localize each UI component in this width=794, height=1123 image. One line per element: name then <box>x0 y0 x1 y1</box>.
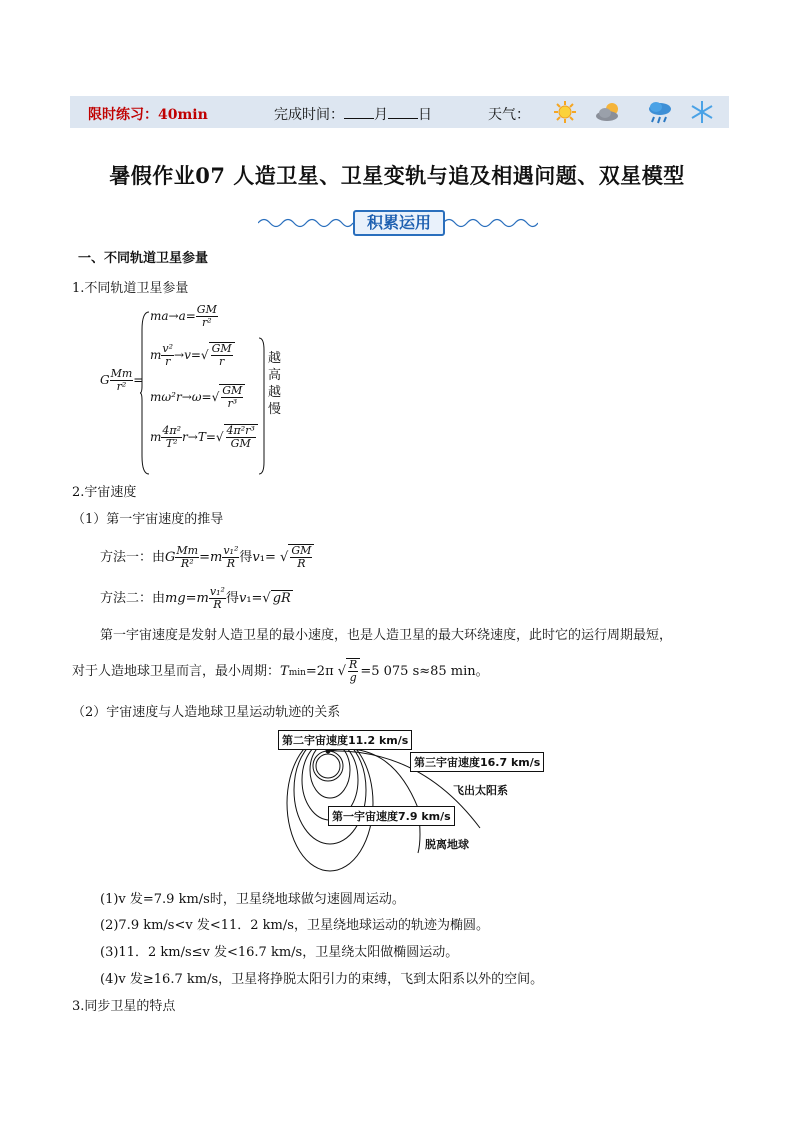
side-note: 越 高 越 慢 <box>268 351 282 417</box>
list-item: (1)v 发=7.9 km/s时，卫星绕地球做匀速圆周运动。 <box>100 892 405 907</box>
list-item: (4)v 发≥16.7 km/s，卫星将挣脱太阳引力的束缚，飞到太阳系以外的空间。 <box>100 972 544 987</box>
list-item: (2)7.9 km/s<v 发<11．2 km/s，卫星绕地球运动的轨迹为椭圆。 <box>100 918 489 933</box>
sun-icon <box>552 100 578 124</box>
section-heading: 一、不同轨道卫星参量 <box>78 251 209 266</box>
partly-cloudy-icon <box>594 100 626 124</box>
orbit-trajectories <box>270 728 550 876</box>
page-title: 暑假作业07 人造卫星、卫星变轨与追及相遇问题、双星模型 <box>109 163 685 188</box>
label-box-first-cosmic: 第一宇宙速度7.9 km/s <box>328 806 455 826</box>
right-bracket-icon <box>258 336 266 476</box>
sub-heading: （1）第一宇宙速度的推导 <box>72 512 224 527</box>
section-banner <box>258 208 538 238</box>
time-limit: 限时练习：40min <box>88 107 208 123</box>
orbit-diagram <box>270 728 550 876</box>
wave-ornament-icon <box>443 216 538 230</box>
wave-ornament-icon <box>258 216 353 230</box>
list-item: (3)11．2 km/s≤v 发<16.7 km/s，卫星绕太阳做椭圆运动。 <box>100 945 459 960</box>
banner-label: 积累运用 <box>353 210 445 236</box>
method-two: 方法二：由mg=m $\frac{\text{v₁²}}{R}$ 得v₁=√ gR <box>100 585 291 611</box>
sub-heading: （2）宇宙速度与人造地球卫星运动轨迹的关系 <box>72 705 341 720</box>
item-heading: 3.同步卫星的特点 <box>72 999 176 1014</box>
rain-icon <box>646 100 674 126</box>
label-leave-solar-system: 飞出太阳系 <box>453 784 508 797</box>
left-brace-icon <box>140 310 150 476</box>
method-one: 方法一：由G $\frac{Mm}{\text{R²}}$ =m $\frac{\text{v₁²}}{R}$ 得v₁= √ $\frac{GM}{R}$ <box>100 544 314 570</box>
paragraph: 第一宇宙速度是发射人造卫星的最小速度，也是人造卫星的最大环绕速度，此时它的运行周期最短， <box>100 628 673 643</box>
weather-label: 天气： <box>488 107 530 123</box>
item-heading: 1.不同轨道卫星参量 <box>72 281 189 296</box>
paragraph: 对于人造地球卫星而言，最小周期：Tmin=2π √ $\frac{R}{g}$ =5 075 s≈85 min。 <box>72 658 489 684</box>
header-bar <box>70 96 729 128</box>
snow-icon <box>690 100 714 124</box>
item-heading: 2.宇宙速度 <box>72 485 137 500</box>
label-escape-earth: 脱离地球 <box>425 838 469 851</box>
label-box-third-cosmic: 第三宇宙速度16.7 km/s <box>410 752 544 772</box>
label-box-second-cosmic: 第二宇宙速度11.2 km/s <box>278 730 412 750</box>
completion-time: 完成时间： 月 日 <box>274 107 432 123</box>
